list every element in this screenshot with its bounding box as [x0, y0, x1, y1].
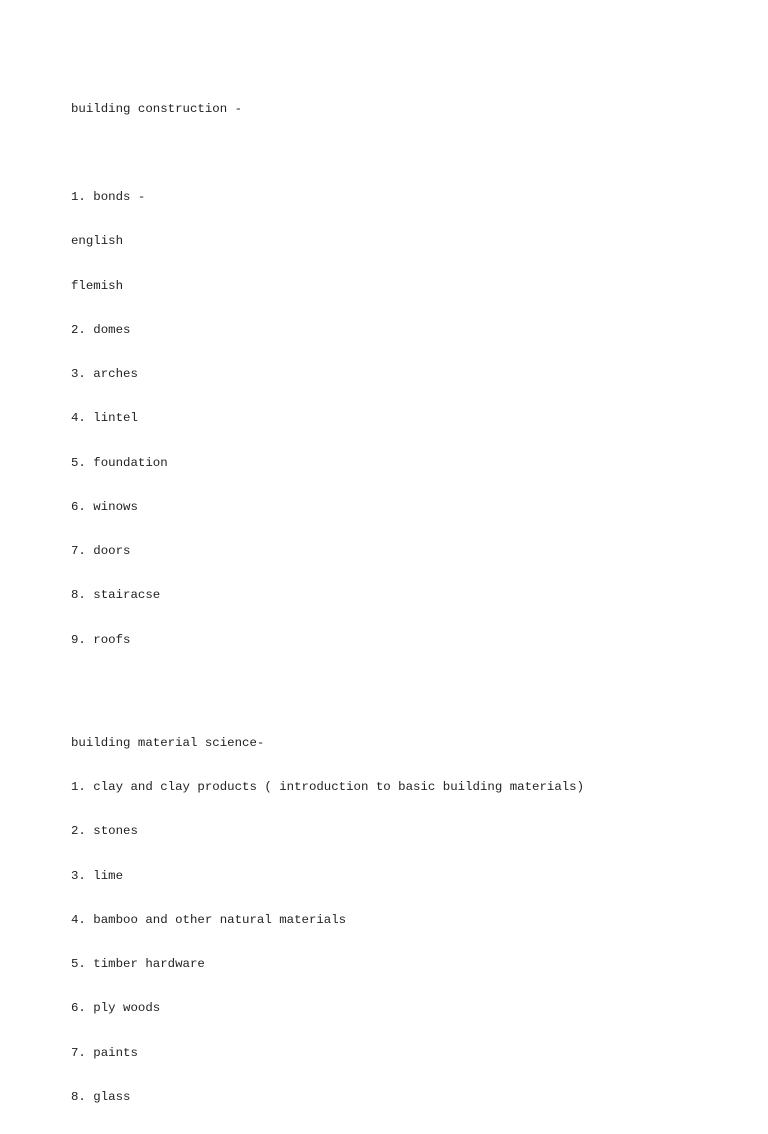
document-text	[71, 72, 751, 1134]
blank-line	[71, 146, 751, 161]
list-item: 7. doors	[71, 544, 131, 558]
list-item: flemish	[71, 278, 124, 293]
blank-line	[71, 677, 751, 707]
list-item: 1. clay and clay products ( introduction to basic building materials)	[71, 780, 585, 794]
list-item: 6. winows	[71, 499, 138, 514]
list-item: 7. paints	[71, 1045, 138, 1060]
list-item: 4. bamboo and other natural materials	[71, 912, 347, 927]
list-item: 5. foundation	[71, 455, 168, 470]
list-item: 1. bonds -	[71, 190, 146, 204]
section-heading-building-material-science: building material science-	[71, 735, 265, 750]
list-item: 8. glass	[71, 1089, 131, 1104]
section-heading-building-construction: building construction -	[71, 101, 243, 116]
list-item: 5. timber hardware	[71, 957, 205, 971]
list-item: 2. stones	[71, 824, 138, 839]
list-item: english	[71, 234, 124, 249]
list-item: 6. ply woods	[71, 1001, 161, 1016]
list-item: 3. arches	[71, 367, 138, 381]
list-item: 2. domes	[71, 322, 131, 337]
list-item: 9. roofs	[71, 632, 131, 647]
list-item: 8. stairacse	[71, 588, 161, 603]
list-item: 4. lintel	[71, 411, 138, 426]
list-item: 3. lime	[71, 868, 124, 883]
